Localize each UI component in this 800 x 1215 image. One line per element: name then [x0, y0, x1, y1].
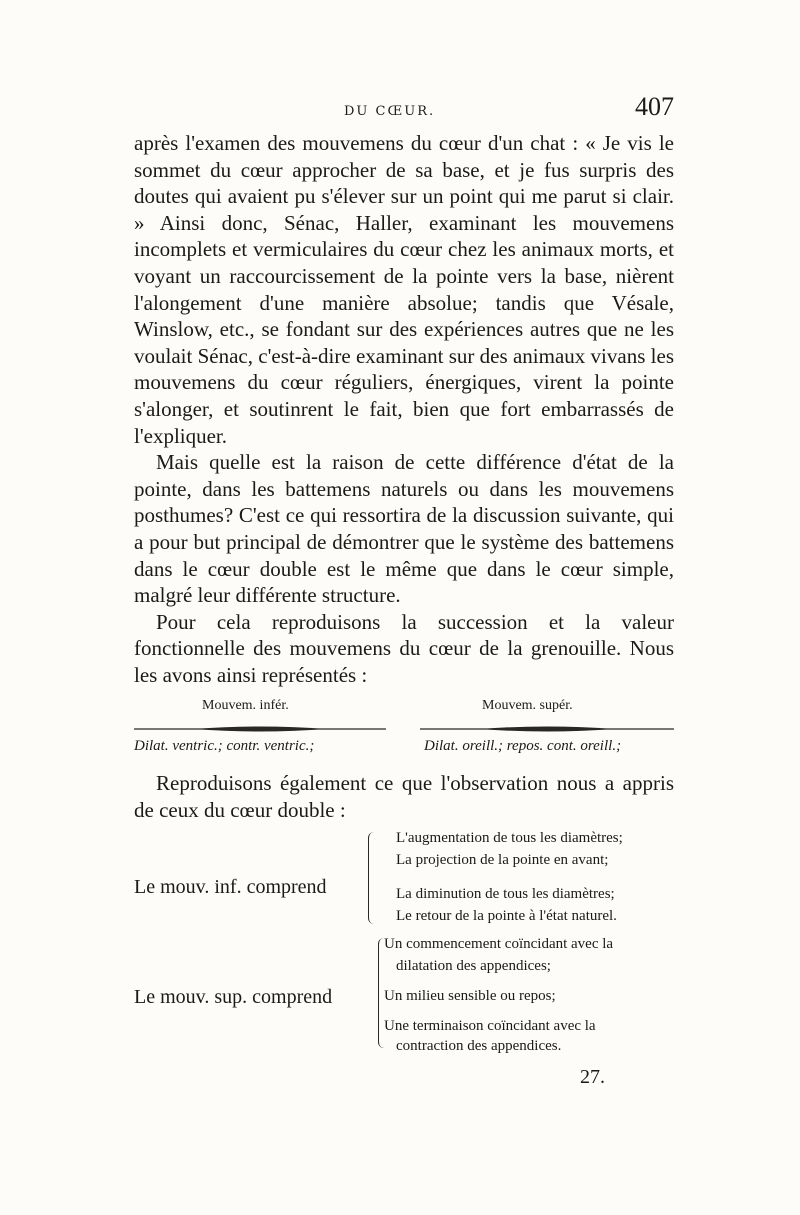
main-text [134, 130, 674, 688]
movement-table [134, 826, 694, 1086]
row1-brace [368, 832, 377, 924]
running-head: DU CŒUR. [344, 104, 436, 119]
paragraph-2: Mais quelle est la raison de cette différence d'état de la pointe, dans les battemens naturels ou dans les mouvemens posthumes? C'est ce qui ressortira de la discussion suivante, qui a pour but principal de démontrer que le système des battemens dans le cœur double est le même que dans le cœur simple, malgré leur différente structure. [134, 450, 674, 608]
schema-right-sub: Dilat. oreill.; repos. cont. oreill.; [424, 738, 622, 754]
page-header [134, 92, 674, 132]
schema-left-rule [134, 722, 386, 736]
row2-item: Un milieu sensible ou repos; [384, 988, 556, 1004]
row2-item: Une terminaison coïncidant avec la [384, 1018, 596, 1034]
row2-item: contraction des appendices. [396, 1038, 562, 1054]
row2-item: Un commencement coïncidant avec la [384, 936, 614, 952]
row1-item: Le retour de la pointe à l'état naturel. [396, 908, 617, 924]
row1-label: Le mouv. inf. comprend [134, 876, 327, 898]
row1-item: La diminution de tous les diamètres; [396, 886, 615, 902]
schema-left-label: Mouvem. infér. [202, 698, 289, 713]
row2-item: dilatation des appendices; [396, 958, 551, 974]
signature-mark: 27. [580, 1066, 605, 1088]
row1-item: La projection de la pointe en avant; [396, 852, 609, 868]
movement-schema [134, 694, 674, 766]
row2-label: Le mouv. sup. comprend [134, 986, 333, 1008]
paragraph-4: Reproduisons également ce que l'observation nous a appris de ceux du cœur double : [134, 771, 674, 822]
paragraph-4-block [134, 770, 674, 823]
row1-item: L'augmentation de tous les diamètres; [396, 830, 623, 846]
schema-right-rule [420, 722, 674, 736]
schema-left-sub: Dilat. ventric.; contr. ventric.; [134, 738, 315, 754]
page-number: 407 [635, 92, 674, 121]
paragraph-3: Pour cela reproduisons la succession et la valeur fonctionnelle des mouvemens du cœur de la grenouille. Nous les avons ainsi représentés : [134, 609, 674, 687]
schema-right-label: Mouvem. supér. [482, 698, 573, 713]
paragraph-1: après l'examen des mouvemens du cœur d'un chat : « Je vis le sommet du cœur approcher de sa base, et je fus surpris des doutes qui avaient pu s'élever sur un point qui me parut si clair. » Ainsi donc, Sénac, Haller, examinant les mouvemens incomplets et vermiculaires du cœur chez les animaux morts, et voyant un raccourcissement de la pointe vers la base, nièrent l'alongement d'une manière absolue; tandis que Vésale, Winslow, etc., se fondant sur des expériences autres que ne les voulait Sénac, c'est-à-dire examinant sur des animaux vivans les mouvemens du cœur réguliers, énergiques, virent la pointe s'alonger, et soutinrent le fait, bien que fort embarrassés de l'expliquer. [134, 131, 674, 448]
